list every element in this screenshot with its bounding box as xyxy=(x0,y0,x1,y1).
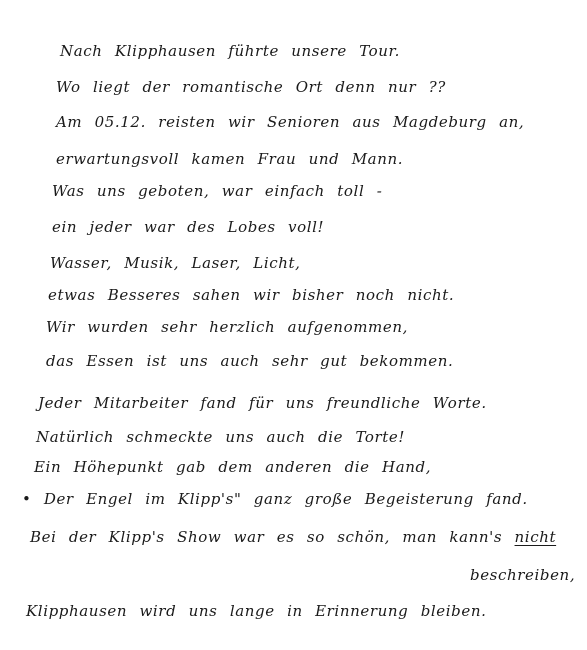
poem-line-13: Ein Höhepunkt gab dem anderen die Hand, xyxy=(34,458,432,476)
poem-line-7: Wasser, Musik, Laser, Licht, xyxy=(50,254,301,272)
underlined-word-nicht: nicht xyxy=(514,528,557,546)
poem-line-15-continuation: beschreiben, xyxy=(470,566,576,584)
poem-line-8: etwas Besseres sahen wir bisher noch nicht. xyxy=(48,286,455,304)
poem-line-14-text: Der Engel im Klipp's" ganz große Begeisterung fand. xyxy=(43,490,528,508)
poem-line-15-text: Bei der Klipp's Show war es so schön, man kann's xyxy=(30,528,503,546)
poem-line-16: Klipphausen wird uns lange in Erinnerung bleiben. xyxy=(26,602,487,620)
poem-line-6: ein jeder war des Lobes voll! xyxy=(52,218,325,236)
poem-line-5: Was uns geboten, war einfach toll - xyxy=(52,182,383,200)
poem-line-3: Am 05.12. reisten wir Senioren aus Magdeburg an, xyxy=(56,113,525,131)
poem-line-10: das Essen ist uns auch sehr gut bekommen. xyxy=(46,352,454,370)
poem-line-1: Nach Klipphausen führte unsere Tour. xyxy=(60,42,401,60)
poem-line-2: Wo liegt der romantische Ort denn nur ?? xyxy=(56,78,446,96)
poem-line-14 xyxy=(22,490,528,508)
poem-line-9: Wir wurden sehr herzlich aufgenommen, xyxy=(46,318,408,336)
poem-line-4: erwartungsvoll kamen Frau und Mann. xyxy=(56,150,404,168)
poem-line-12: Natürlich schmeckte uns auch die Torte! xyxy=(36,428,406,446)
poem-line-11: Jeder Mitarbeiter fand für uns freundliche Worte. xyxy=(38,394,487,412)
poem-line-15 xyxy=(30,528,556,546)
bullet-mark: • xyxy=(22,490,32,508)
